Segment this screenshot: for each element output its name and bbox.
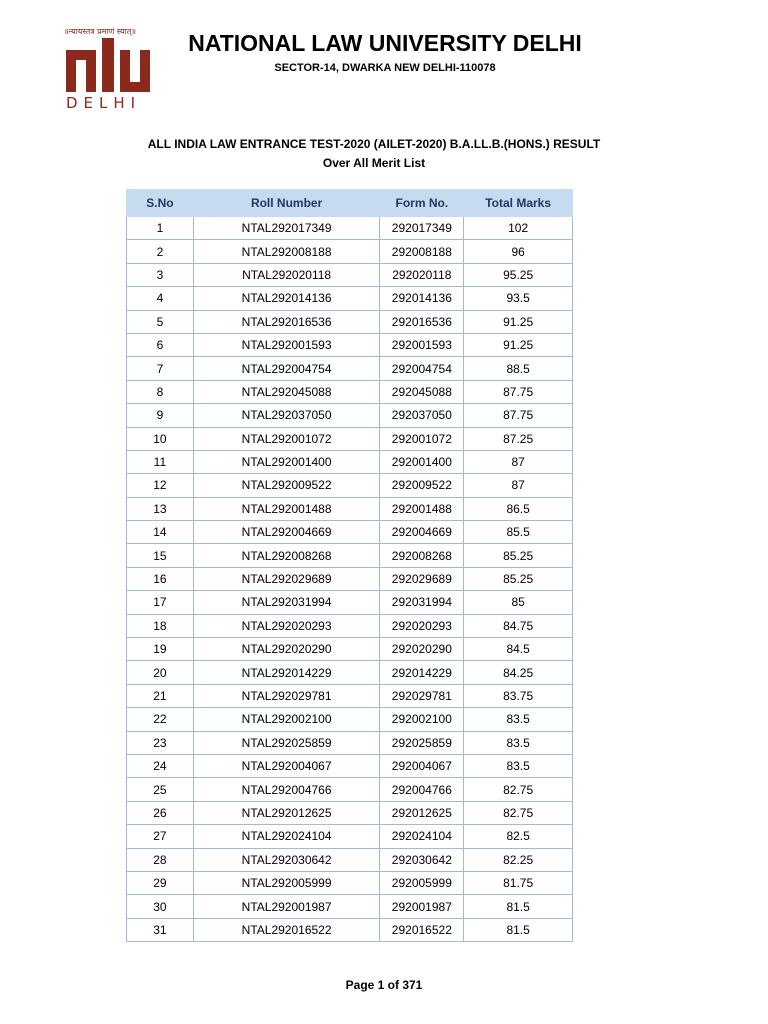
cell-total-marks: 87.75: [464, 404, 573, 427]
cell-roll-number: NTAL292001072: [193, 427, 380, 450]
cell-total-marks: 91.25: [464, 310, 573, 333]
cell-roll-number: NTAL292004754: [193, 357, 380, 380]
table-row: [127, 310, 573, 333]
cell-total-marks: 81.5: [464, 895, 573, 918]
cell-sno: 12: [127, 474, 194, 497]
cell-roll-number: NTAL292016536: [193, 310, 380, 333]
cell-form-no: 292004067: [380, 754, 464, 777]
cell-roll-number: NTAL292024104: [193, 825, 380, 848]
cell-form-no: 292030642: [380, 848, 464, 871]
cell-roll-number: NTAL292017349: [193, 217, 380, 240]
cell-total-marks: 85.5: [464, 521, 573, 544]
table-row: [127, 801, 573, 824]
cell-sno: 8: [127, 380, 194, 403]
cell-sno: 19: [127, 638, 194, 661]
exam-title: ALL INDIA LAW ENTRANCE TEST-2020 (AILET-2020) B.A.LL.B.(HONS.) RESULT: [147, 137, 601, 151]
cell-sno: 16: [127, 567, 194, 590]
page-number: Page 1 of 371: [345, 978, 423, 992]
cell-sno: 17: [127, 591, 194, 614]
nlu-monogram-icon: [64, 36, 158, 92]
cell-total-marks: 82.25: [464, 848, 573, 871]
cell-roll-number: NTAL292012625: [193, 801, 380, 824]
cell-total-marks: 85.25: [464, 567, 573, 590]
cell-total-marks: 93.5: [464, 287, 573, 310]
cell-sno: 3: [127, 263, 194, 286]
cell-total-marks: 96: [464, 240, 573, 263]
cell-total-marks: 87: [464, 474, 573, 497]
cell-sno: 21: [127, 684, 194, 707]
cell-form-no: 292004766: [380, 778, 464, 801]
cell-roll-number: NTAL292020290: [193, 638, 380, 661]
cell-total-marks: 91.25: [464, 333, 573, 356]
table-row: [127, 848, 573, 871]
table-row: [127, 684, 573, 707]
cell-form-no: 292029689: [380, 567, 464, 590]
table-row: [127, 871, 573, 894]
university-name: NATIONAL LAW UNIVERSITY DELHI: [188, 30, 582, 56]
logo-city: DELHI: [66, 94, 142, 112]
cell-sno: 18: [127, 614, 194, 637]
cell-total-marks: 87.25: [464, 427, 573, 450]
cell-total-marks: 81.5: [464, 918, 573, 941]
cell-roll-number: NTAL292029781: [193, 684, 380, 707]
cell-form-no: 292001593: [380, 333, 464, 356]
cell-roll-number: NTAL292009522: [193, 474, 380, 497]
cell-roll-number: NTAL292001593: [193, 333, 380, 356]
table-row: [127, 731, 573, 754]
cell-sno: 20: [127, 661, 194, 684]
cell-total-marks: 86.5: [464, 497, 573, 520]
cell-sno: 28: [127, 848, 194, 871]
cell-form-no: 292001400: [380, 450, 464, 473]
cell-total-marks: 83.75: [464, 684, 573, 707]
cell-sno: 5: [127, 310, 194, 333]
cell-total-marks: 84.5: [464, 638, 573, 661]
table-row: [127, 918, 573, 941]
table-row: [127, 240, 573, 263]
cell-sno: 11: [127, 450, 194, 473]
cell-sno: 9: [127, 404, 194, 427]
cell-form-no: 292002100: [380, 708, 464, 731]
cell-total-marks: 84.25: [464, 661, 573, 684]
cell-form-no: 292016522: [380, 918, 464, 941]
cell-total-marks: 95.25: [464, 263, 573, 286]
table-row: [127, 474, 573, 497]
table-row: [127, 661, 573, 684]
cell-form-no: 292025859: [380, 731, 464, 754]
cell-form-no: 292001072: [380, 427, 464, 450]
table-row: [127, 638, 573, 661]
cell-total-marks: 83.5: [464, 731, 573, 754]
cell-roll-number: NTAL292020118: [193, 263, 380, 286]
cell-total-marks: 85.25: [464, 544, 573, 567]
cell-form-no: 292037050: [380, 404, 464, 427]
cell-form-no: 292020293: [380, 614, 464, 637]
cell-sno: 22: [127, 708, 194, 731]
table-row: [127, 895, 573, 918]
cell-sno: 27: [127, 825, 194, 848]
cell-form-no: 292012625: [380, 801, 464, 824]
cell-sno: 26: [127, 801, 194, 824]
table-row: [127, 357, 573, 380]
cell-form-no: 292001987: [380, 895, 464, 918]
merit-table-body: [127, 217, 573, 942]
table-row: [127, 708, 573, 731]
cell-total-marks: 84.75: [464, 614, 573, 637]
table-row: [127, 287, 573, 310]
table-row: [127, 427, 573, 450]
cell-total-marks: 88.5: [464, 357, 573, 380]
cell-sno: 31: [127, 918, 194, 941]
cell-total-marks: 102: [464, 217, 573, 240]
table-row: [127, 591, 573, 614]
cell-sno: 2: [127, 240, 194, 263]
cell-sno: 30: [127, 895, 194, 918]
table-row: [127, 450, 573, 473]
cell-form-no: 292029781: [380, 684, 464, 707]
cell-sno: 15: [127, 544, 194, 567]
cell-form-no: 292004754: [380, 357, 464, 380]
cell-sno: 4: [127, 287, 194, 310]
cell-roll-number: NTAL292016522: [193, 918, 380, 941]
header-form-no: Form No.: [380, 190, 464, 217]
cell-sno: 29: [127, 871, 194, 894]
nlu-logo: [62, 26, 162, 114]
cell-roll-number: NTAL292004067: [193, 754, 380, 777]
table-row: [127, 263, 573, 286]
table-row: [127, 825, 573, 848]
merit-table: [126, 189, 573, 942]
table-row: [127, 333, 573, 356]
cell-roll-number: NTAL292005999: [193, 871, 380, 894]
cell-sno: 24: [127, 754, 194, 777]
table-row: [127, 567, 573, 590]
cell-sno: 25: [127, 778, 194, 801]
cell-form-no: 292020290: [380, 638, 464, 661]
cell-form-no: 292005999: [380, 871, 464, 894]
cell-total-marks: 82.75: [464, 801, 573, 824]
cell-roll-number: NTAL292001987: [193, 895, 380, 918]
table-row: [127, 521, 573, 544]
cell-sno: 7: [127, 357, 194, 380]
cell-total-marks: 85: [464, 591, 573, 614]
cell-form-no: 292008188: [380, 240, 464, 263]
cell-roll-number: NTAL292002100: [193, 708, 380, 731]
cell-roll-number: NTAL292020293: [193, 614, 380, 637]
header-sno: S.No: [127, 190, 194, 217]
cell-sno: 13: [127, 497, 194, 520]
cell-roll-number: NTAL292014229: [193, 661, 380, 684]
header-total-marks: Total Marks: [464, 190, 573, 217]
cell-sno: 6: [127, 333, 194, 356]
cell-roll-number: NTAL292004766: [193, 778, 380, 801]
cell-roll-number: NTAL292037050: [193, 404, 380, 427]
table-row: [127, 778, 573, 801]
cell-sno: 10: [127, 427, 194, 450]
cell-roll-number: NTAL292045088: [193, 380, 380, 403]
cell-roll-number: NTAL292025859: [193, 731, 380, 754]
list-title: Over All Merit List: [322, 156, 426, 170]
cell-form-no: 292004669: [380, 521, 464, 544]
cell-form-no: 292014136: [380, 287, 464, 310]
cell-total-marks: 83.5: [464, 708, 573, 731]
table-row: [127, 497, 573, 520]
university-address: SECTOR-14, DWARKA NEW DELHI-110078: [274, 62, 496, 74]
logo-motto: ॥न्यायस्तत्र प्रमाणं स्यात्॥: [64, 27, 137, 36]
cell-roll-number: NTAL292008188: [193, 240, 380, 263]
table-header-row: [127, 190, 573, 217]
cell-total-marks: 82.5: [464, 825, 573, 848]
cell-sno: 23: [127, 731, 194, 754]
table-row: [127, 754, 573, 777]
cell-form-no: 292008268: [380, 544, 464, 567]
cell-roll-number: NTAL292004669: [193, 521, 380, 544]
cell-form-no: 292045088: [380, 380, 464, 403]
cell-form-no: 292016536: [380, 310, 464, 333]
cell-sno: 14: [127, 521, 194, 544]
table-row: [127, 404, 573, 427]
cell-roll-number: NTAL292001488: [193, 497, 380, 520]
cell-roll-number: NTAL292014136: [193, 287, 380, 310]
cell-form-no: 292020118: [380, 263, 464, 286]
cell-roll-number: NTAL292029689: [193, 567, 380, 590]
cell-total-marks: 81.75: [464, 871, 573, 894]
table-row: [127, 217, 573, 240]
cell-form-no: 292009522: [380, 474, 464, 497]
cell-roll-number: NTAL292008268: [193, 544, 380, 567]
table-row: [127, 544, 573, 567]
cell-roll-number: NTAL292031994: [193, 591, 380, 614]
cell-form-no: 292017349: [380, 217, 464, 240]
cell-total-marks: 87.75: [464, 380, 573, 403]
table-row: [127, 614, 573, 637]
header-roll-number: Roll Number: [193, 190, 380, 217]
cell-total-marks: 82.75: [464, 778, 573, 801]
cell-form-no: 292001488: [380, 497, 464, 520]
cell-roll-number: NTAL292030642: [193, 848, 380, 871]
cell-form-no: 292024104: [380, 825, 464, 848]
cell-form-no: 292014229: [380, 661, 464, 684]
cell-roll-number: NTAL292001400: [193, 450, 380, 473]
cell-total-marks: 83.5: [464, 754, 573, 777]
cell-form-no: 292031994: [380, 591, 464, 614]
cell-total-marks: 87: [464, 450, 573, 473]
table-row: [127, 380, 573, 403]
cell-sno: 1: [127, 217, 194, 240]
